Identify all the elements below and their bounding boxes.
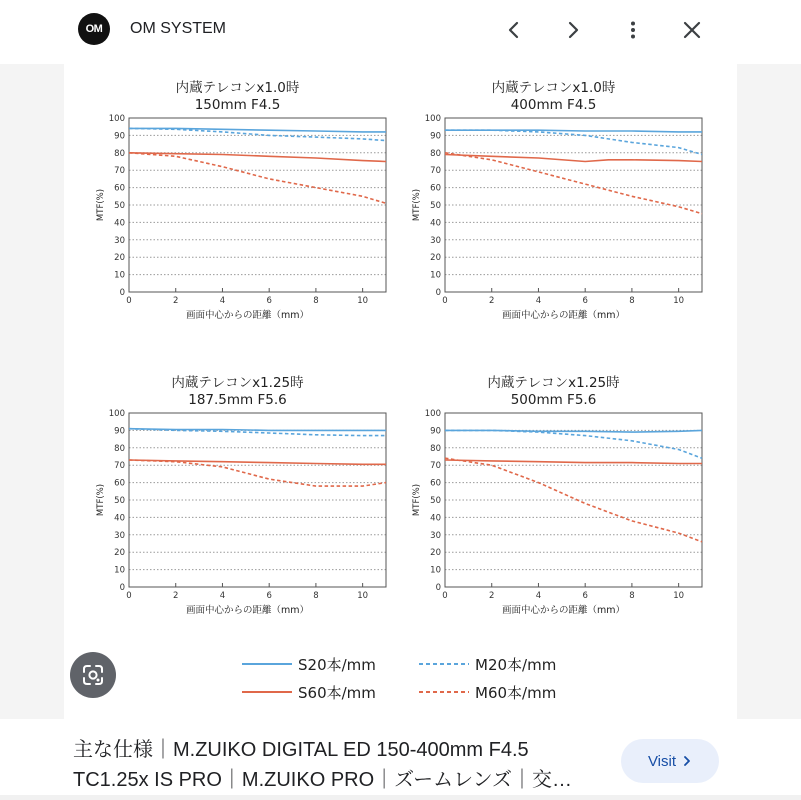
y-tick-label: 20 [114,548,125,559]
x-axis-label: 画面中心からの距離（mm） [501,310,626,321]
y-tick-label: 30 [114,530,125,541]
y-tick-label: 50 [114,201,125,211]
site-name[interactable]: OM SYSTEM [130,20,227,37]
x-tick-label: 6 [582,591,588,601]
legend-label: S20本/mm [298,656,376,674]
chart-title: 内蔵テレコンx1.0時 [491,80,616,96]
y-tick-label: 0 [435,583,441,593]
left-gutter [0,64,64,719]
x-tick-label: 10 [357,296,369,306]
x-tick-label: 4 [535,296,542,306]
chart-title: 内蔵テレコンx1.25時 [171,375,304,391]
y-tick-label: 60 [430,478,441,489]
y-tick-label: 20 [430,548,441,559]
right-gutter [737,64,801,719]
x-tick-label: 4 [535,591,542,601]
y-tick-label: 80 [430,148,441,159]
image-caption[interactable] [73,735,613,795]
y-tick-label: 100 [108,114,125,124]
y-tick-label: 60 [114,478,125,489]
x-axis-label: 画面中心からの距離（mm） [185,605,310,616]
image-preview[interactable] [64,64,737,719]
lens-icon [81,663,105,687]
x-tick-label: 2 [489,296,495,306]
y-tick-label: 60 [430,183,441,194]
x-tick-label: 0 [126,591,132,601]
x-tick-label: 6 [582,296,588,306]
y-tick-label: 50 [430,496,441,506]
y-tick-label: 0 [119,583,125,593]
y-axis-label: MTF(%) [412,188,422,222]
y-axis-label: MTF(%) [412,483,422,517]
y-tick-label: 100 [424,114,441,124]
y-tick-label: 30 [430,235,441,246]
mtf-chart-1 [96,79,386,321]
y-tick-label: 70 [114,166,125,177]
x-tick-label: 0 [442,591,448,601]
chart-title: 内蔵テレコンx1.0時 [175,80,300,96]
y-tick-label: 70 [430,461,441,472]
series-line-2 [445,430,702,458]
visit-button[interactable] [621,739,719,783]
site-logo[interactable]: OM [78,13,110,45]
mtf-chart-2 [412,79,702,321]
legend-item [242,684,376,702]
y-tick-label: 80 [114,148,125,159]
top-bar [0,0,801,64]
mtf-chart-4 [412,374,702,616]
chart-legend [242,656,556,702]
more-vert-icon[interactable] [618,15,648,45]
legend-label: M60本/mm [475,684,557,702]
x-tick-label: 4 [219,296,226,306]
y-tick-label: 70 [114,461,125,472]
x-tick-label: 2 [173,591,179,601]
y-axis-label: MTF(%) [96,483,106,517]
x-tick-label: 10 [357,591,369,601]
y-tick-label: 90 [430,426,441,437]
series-line-2 [445,130,702,154]
y-tick-label: 90 [430,131,441,142]
y-tick-label: 30 [114,235,125,246]
y-tick-label: 40 [114,513,125,524]
chart-title: 内蔵テレコンx1.25時 [487,375,620,391]
y-tick-label: 10 [114,565,125,576]
x-tick-label: 2 [173,296,179,306]
chart-subtitle: 187.5mm F5.6 [188,392,287,408]
y-tick-label: 90 [114,426,125,437]
legend-label: S60本/mm [298,684,376,702]
x-tick-label: 2 [489,591,495,601]
y-tick-label: 80 [430,443,441,454]
y-tick-label: 100 [424,409,441,419]
x-tick-label: 10 [673,591,685,601]
y-tick-label: 20 [430,253,441,264]
y-tick-label: 100 [108,409,125,419]
y-tick-label: 0 [435,288,441,298]
x-tick-label: 8 [629,591,635,601]
x-tick-label: 6 [266,591,272,601]
chevron-right-icon[interactable] [558,15,588,45]
close-icon[interactable] [677,15,707,45]
bottom-edge [0,795,801,800]
caption-line-2: TC1.25x IS PRO｜M.ZUIKO PRO｜ズームレンズ｜交… [73,769,573,791]
chevron-left-icon[interactable] [499,15,529,45]
y-tick-label: 90 [114,131,125,142]
x-axis-label: 画面中心からの距離（mm） [185,310,310,321]
legend-item [419,684,556,702]
y-tick-label: 10 [114,270,125,281]
chart-subtitle: 150mm F4.5 [194,97,281,113]
y-tick-label: 10 [430,565,441,576]
x-tick-label: 6 [266,296,272,306]
x-tick-label: 8 [313,296,319,306]
series-line-3 [445,460,702,464]
legend-item [242,656,376,674]
series-line-3 [129,153,386,162]
x-tick-label: 0 [442,296,448,306]
y-tick-label: 0 [119,288,125,298]
x-tick-label: 10 [673,296,685,306]
y-tick-label: 40 [114,218,125,229]
y-tick-label: 70 [430,166,441,177]
x-tick-label: 0 [126,296,132,306]
y-tick-label: 60 [114,183,125,194]
y-tick-label: 50 [430,201,441,211]
y-tick-label: 40 [430,513,441,524]
google-lens-button[interactable] [70,652,116,698]
y-tick-label: 10 [430,270,441,281]
legend-label: M20本/mm [475,656,557,674]
y-axis-label: MTF(%) [96,188,106,222]
mtf-chart-3 [96,374,386,616]
y-tick-label: 30 [430,530,441,541]
x-tick-label: 8 [313,591,319,601]
y-tick-label: 50 [114,496,125,506]
x-tick-label: 4 [219,591,226,601]
x-tick-label: 8 [629,296,635,306]
legend-item [419,656,556,674]
y-tick-label: 80 [114,443,125,454]
chart-subtitle: 400mm F4.5 [510,97,597,113]
mtf-charts-figure [64,64,737,719]
chevron-right-icon [682,755,692,767]
x-axis-label: 画面中心からの距離（mm） [501,605,626,616]
y-tick-label: 20 [114,253,125,264]
visit-label: Visit [647,752,677,770]
caption-line-1: 主な仕様｜M.ZUIKO DIGITAL ED 150-400mm F4.5 [73,739,529,761]
y-tick-label: 40 [430,218,441,229]
chart-subtitle: 500mm F5.6 [510,392,597,408]
